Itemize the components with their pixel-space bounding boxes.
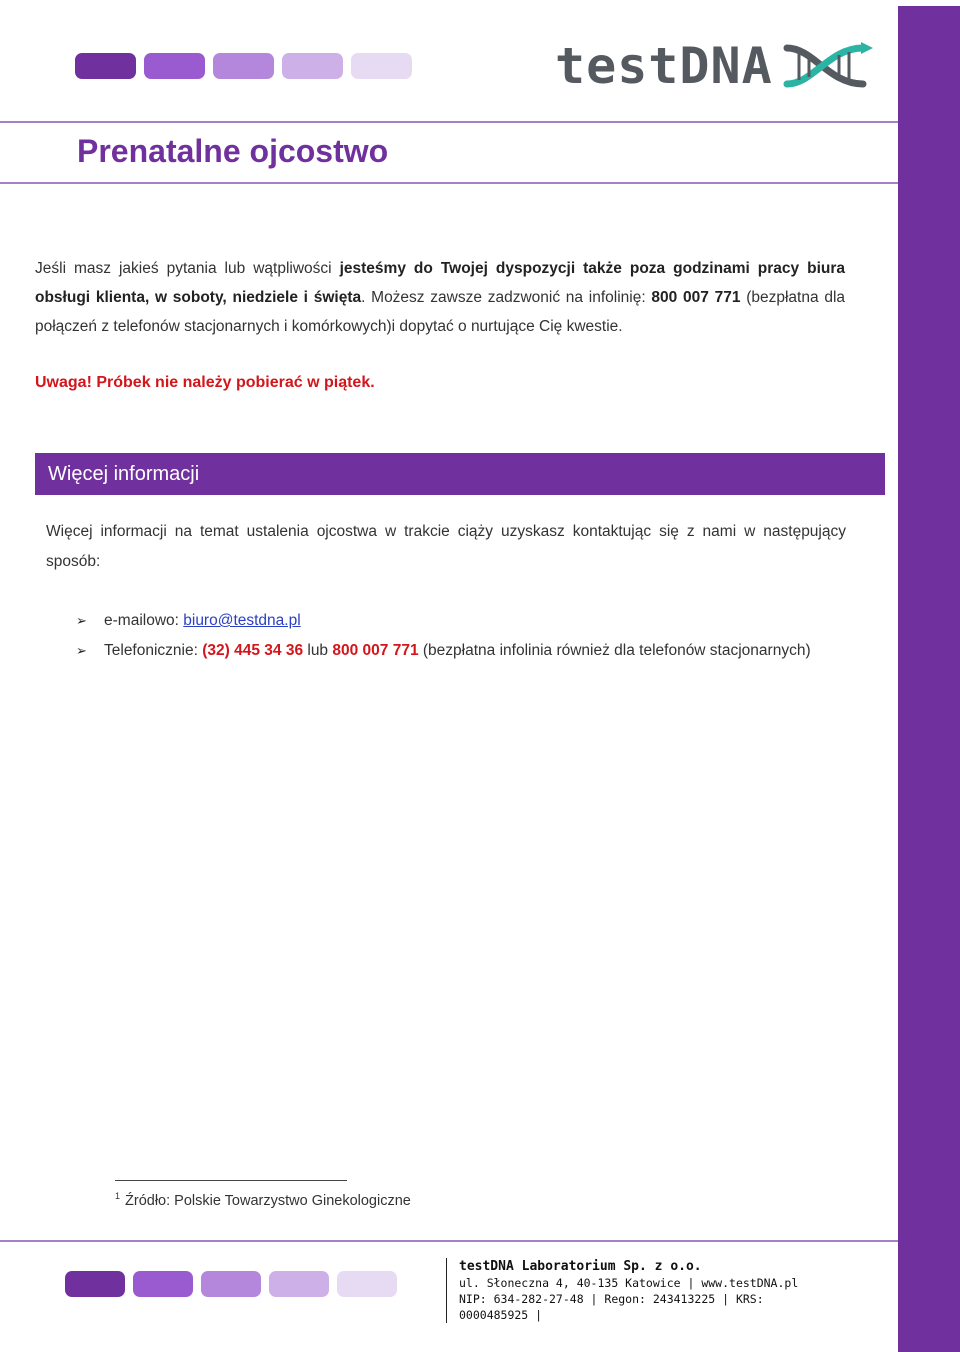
header-pill (75, 53, 136, 79)
testdna-logo (555, 36, 875, 96)
warning-note (35, 374, 375, 392)
section-body: Więcej informacji na temat ustalenia ojcostwa w trakcie ciąży uzyskasz kontaktując się z nami w następujący sposób: (46, 523, 846, 570)
company-name: testDNA Laboratorium Sp. z o.o. (459, 1259, 702, 1274)
warning-text: Próbek nie należy pobierać w piątek. (91, 374, 375, 391)
header-pill (351, 53, 412, 79)
footer-pill (133, 1271, 193, 1297)
list-item (76, 606, 846, 636)
section-header: Więcej informacji (35, 453, 885, 495)
hotline-number: 800 007 771 (651, 289, 741, 306)
hotline-number: 800 007 771 (332, 642, 419, 659)
footer-pill (65, 1271, 125, 1297)
list-item (76, 636, 846, 666)
header-pill (144, 53, 205, 79)
arrow-bullet-icon: ➢ (76, 643, 87, 658)
phone-note: (bezpłatna infolinia również dla telefonów stacjonarnych) (418, 642, 811, 659)
footnote (115, 1191, 411, 1209)
intro-text: Jeśli masz jakieś pytania lub wątpliwości (35, 260, 340, 277)
email-link[interactable]: biuro@testdna.pl (183, 612, 301, 629)
warning-label: Uwaga! (35, 374, 92, 391)
company-address: ul. Słoneczna 4, 40-135 Katowice | www.testDNA.pl (459, 1276, 799, 1290)
title-rule (0, 182, 898, 184)
footer-pill (201, 1271, 261, 1297)
header-pill (282, 53, 343, 79)
intro-text: . Możesz zawsze zadzwonić na infolinię: (361, 289, 652, 306)
side-accent-bar (898, 6, 960, 1352)
email-label: e-mailowo: (104, 612, 184, 629)
footnote-text: Źródło: Polskie Towarzystwo Ginekologiczne (125, 1192, 411, 1209)
arrow-bullet-icon: ➢ (76, 613, 87, 628)
header-pill (213, 53, 274, 79)
footer-pill (337, 1271, 397, 1297)
header-decoration (75, 53, 412, 79)
footer-decoration (65, 1271, 397, 1297)
phone-or: lub (303, 642, 333, 659)
intro-bold: jesteśmy do Twojej dyspozycji także poza godzinami pracy biura obsługi klienta, w soboty, niedziele i święta (35, 260, 845, 306)
footnote-marker: 1 (115, 1191, 121, 1201)
footnote-separator (115, 1180, 347, 1181)
footer-rule (0, 1240, 898, 1242)
page-title: Prenatalne ojcostwo (77, 133, 389, 169)
intro-paragraph (35, 254, 845, 341)
phone-number: (32) 445 34 36 (202, 642, 304, 659)
phone-label: Telefonicznie: (104, 642, 203, 659)
header-rule (0, 121, 898, 123)
company-info (446, 1258, 835, 1323)
dna-helix-icon (783, 38, 875, 94)
intro-text: (bezpłatna dla połączeń z telefonów stacjonarnych i komórkowych)i dopytać o nurtujące Cię kwestie. (35, 289, 846, 335)
footer-pill (269, 1271, 329, 1297)
contact-list (76, 606, 846, 666)
logo-text: testDNA (555, 37, 773, 95)
company-ids: NIP: 634-282-27-48 | Regon: 243413225 | KRS: 0000485925 | (459, 1292, 764, 1322)
